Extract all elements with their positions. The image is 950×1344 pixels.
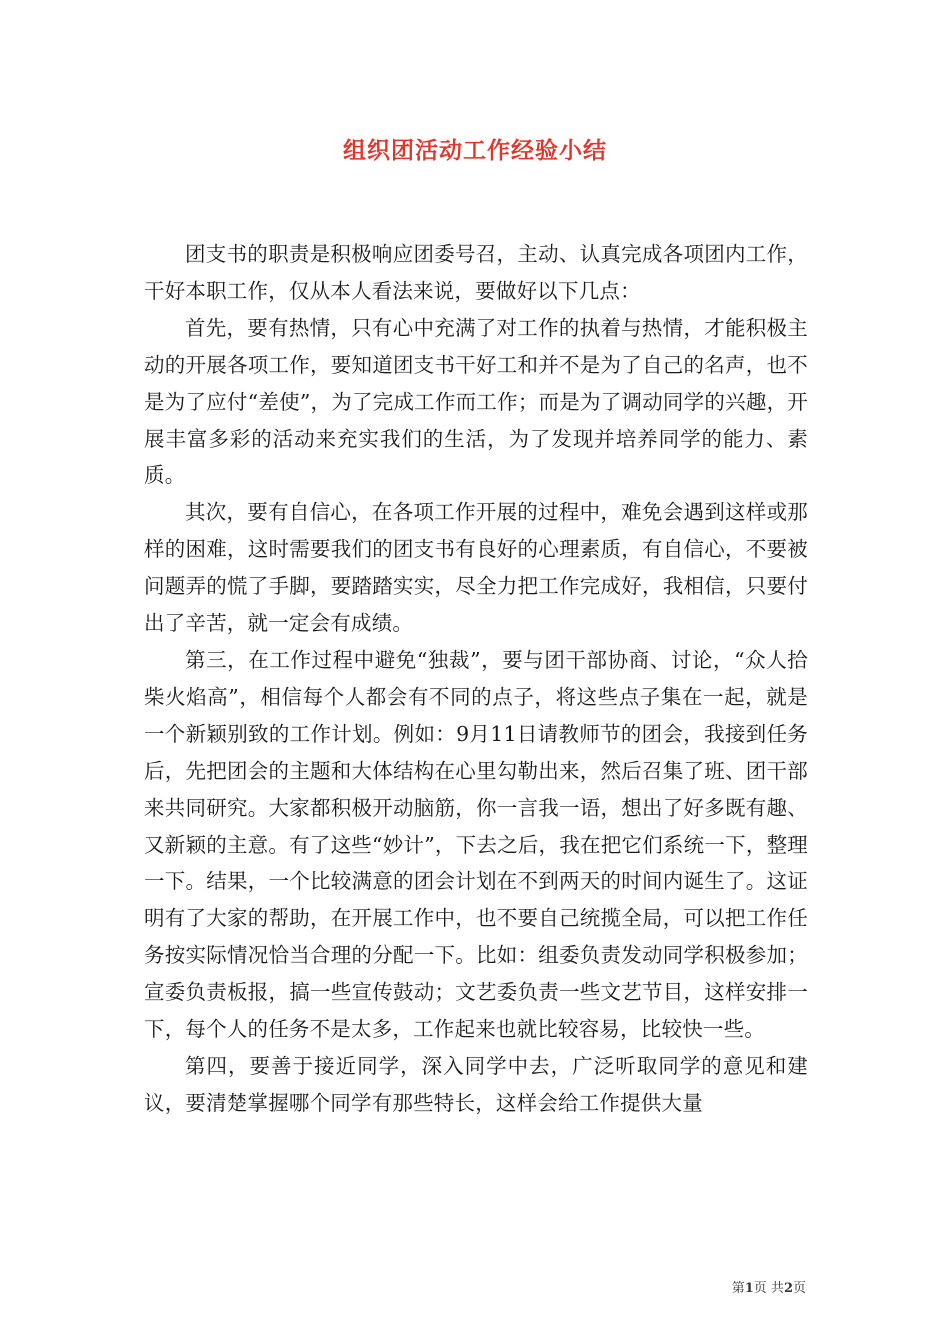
footer-suffix: 页 <box>792 1281 806 1296</box>
paragraph-second: 其次，要有自信心，在各项工作开展的过程中，难免会遇到这样或那样的困难，这时需要我们的团支书有良好的心理素质，有自信心，不要被问题弄的慌了手脚，要踏踏实实，尽全力把工作完成好，我相信，只要付出了辛苦，就一定会有成绩。 <box>144 500 808 636</box>
page-number-footer <box>732 1277 806 1296</box>
total-page-count: 2 <box>783 1281 793 1296</box>
footer-middle: 页 共 <box>753 1281 784 1296</box>
paragraph-fourth: 第四，要善于接近同学，深入同学中去，广泛听取同学的意见和建议，要清楚掌握哪个同学有那些特长，这样会给工作提供大量 <box>144 1053 808 1115</box>
document-body <box>144 236 808 1122</box>
current-page-number: 1 <box>744 1281 754 1296</box>
paragraph-intro: 团支书的职责是积极响应团委号召，主动、认真完成各项团内工作，干好本职工作，仅从本人看法来说，要做好以下几点： <box>144 242 808 303</box>
footer-prefix: 第 <box>731 1281 745 1296</box>
paragraph-first: 首先，要有热情，只有心中充满了对工作的执着与热情，才能积极主动的开展各项工作，要知道团支书干好工和并不是为了自己的名声，也不是为了应付“差使”，为了完成工作而工作；而是为了调动同学的兴趣，开展丰富多彩的活动来充实我们的生活，为了发现并培养同学的能力、素质。 <box>144 315 808 488</box>
document-title: 组织团活动工作经验小结 <box>343 137 607 164</box>
paragraph-third: 第三，在工作过程中避免“独裁”，要与团干部协商、讨论，“众人拾柴火焰高”，相信每个人都会有不同的点子，将这些点子集在一起，就是一个新颖别致的工作计划。例如：9月11日请教师节的团会，我接到任务后，先把团会的主题和大体结构在心里勾勒出来，然后召集了班、团干部来共同研究。大家都积极开动脑筋，你一言我一语，想出了好多既有趣、又新颖的主意。有了这些“妙计”，下去之后，我在把它们系统一下，整理一下。结果，一个比较满意的团会计划在不到两天的时间内诞生了。这证明有了大家的帮助，在开展工作中，也不要自己统揽全局，可以把工作任务按实际情况恰当合理的分配一下。比如：组委负责发动同学积极参加；宣委负责板报，搞一些宣传鼓动；文艺委负责一些文艺节目，这样安排一下，每个人的任务不是太多，工作起来也就比较容易，比较快一些。 <box>144 647 808 1042</box>
